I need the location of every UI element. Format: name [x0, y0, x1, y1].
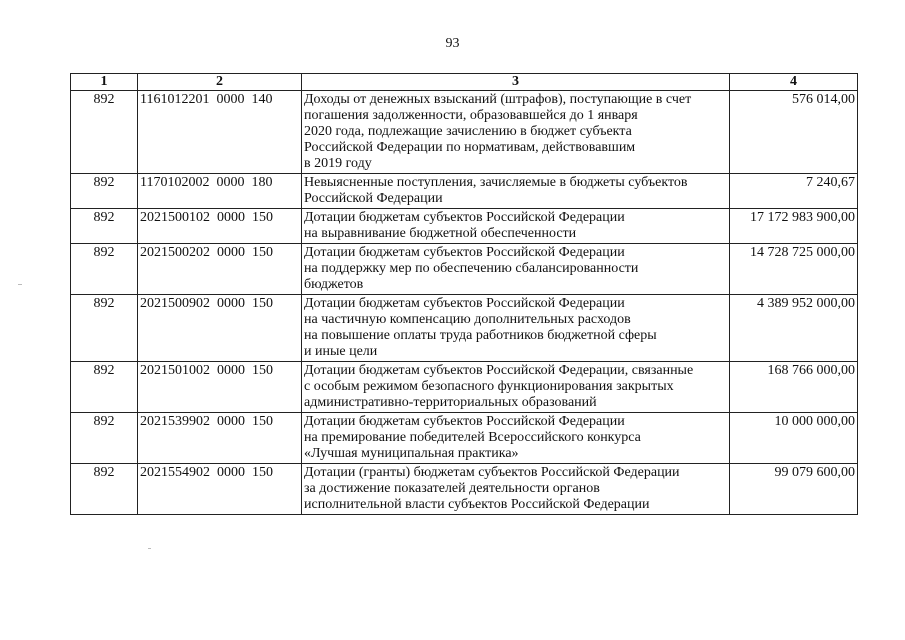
header-col-2: 2 [138, 74, 302, 91]
revenue-name-cell: Дотации бюджетам субъектов Российской Федерации, связанные с особым режимом безопасного функционирования закрытых административно-территориальных образований [302, 362, 730, 413]
table-row [71, 174, 858, 209]
revenue-name-cell: Дотации бюджетам субъектов Российской Федерации на поддержку мер по обеспечению сбалансированности бюджетов [302, 244, 730, 295]
admin-code-cell: 892 [71, 244, 138, 295]
amount-cell: 4 389 952 000,00 [730, 295, 858, 362]
revenue-name-cell: Дотации бюджетам субъектов Российской Федерации на частичную компенсацию дополнительных расходов на повышение оплаты труда работников бюджетной сферы и иные цели [302, 295, 730, 362]
table-row [71, 91, 858, 174]
table-row [71, 244, 858, 295]
admin-code-cell: 892 [71, 413, 138, 464]
page-number: 93 [445, 36, 460, 51]
revenue-name-cell: Доходы от денежных взысканий (штрафов), поступающие в счет погашения задолженности, образовавшейся до 1 января 2020 года, подлежащие зачислению в бюджет субъекта Российской Федерации по нормативам, действовавшим в 2019 году [302, 91, 730, 174]
revenue-name-cell: Невыясненные поступления, зачисляемые в бюджеты субъектов Российской Федерации [302, 174, 730, 209]
budget-code-cell: 2021554902 0000 150 [138, 464, 302, 515]
admin-code-cell: 892 [71, 174, 138, 209]
amount-cell: 14 728 725 000,00 [730, 244, 858, 295]
revenue-name-cell: Дотации (гранты) бюджетам субъектов Российской Федерации за достижение показателей деятельности органов исполнительной власти субъектов Российской Федерации [302, 464, 730, 515]
budget-code-cell: 1161012201 0000 140 [138, 91, 302, 174]
amount-cell: 99 079 600,00 [730, 464, 858, 515]
admin-code-cell: 892 [71, 295, 138, 362]
amount-cell: 17 172 983 900,00 [730, 209, 858, 244]
revenue-name-cell: Дотации бюджетам субъектов Российской Федерации на выравнивание бюджетной обеспеченности [302, 209, 730, 244]
table-header-row [71, 74, 858, 91]
table-row [71, 464, 858, 515]
table-row [71, 295, 858, 362]
budget-code-cell: 2021539902 0000 150 [138, 413, 302, 464]
admin-code-cell: 892 [71, 209, 138, 244]
table-row [71, 209, 858, 244]
budget-code-cell: 2021501002 0000 150 [138, 362, 302, 413]
amount-cell: 576 014,00 [730, 91, 858, 174]
header-col-4: 4 [730, 74, 858, 91]
amount-cell: 7 240,67 [730, 174, 858, 209]
scan-artifact-bottom [148, 548, 151, 549]
budget-code-cell: 2021500102 0000 150 [138, 209, 302, 244]
table-row [71, 413, 858, 464]
revenue-name-cell: Дотации бюджетам субъектов Российской Федерации на премирование победителей Всероссийского конкурса «Лучшая муниципальная практика» [302, 413, 730, 464]
budget-code-cell: 2021500902 0000 150 [138, 295, 302, 362]
admin-code-cell: 892 [71, 91, 138, 174]
scan-artifact-left [18, 284, 22, 285]
budget-code-cell: 1170102002 0000 180 [138, 174, 302, 209]
amount-cell: 168 766 000,00 [730, 362, 858, 413]
admin-code-cell: 892 [71, 464, 138, 515]
budget-revenue-table [70, 73, 858, 515]
amount-cell: 10 000 000,00 [730, 413, 858, 464]
header-col-3: 3 [302, 74, 730, 91]
table-row [71, 362, 858, 413]
budget-code-cell: 2021500202 0000 150 [138, 244, 302, 295]
header-col-1: 1 [71, 74, 138, 91]
admin-code-cell: 892 [71, 362, 138, 413]
